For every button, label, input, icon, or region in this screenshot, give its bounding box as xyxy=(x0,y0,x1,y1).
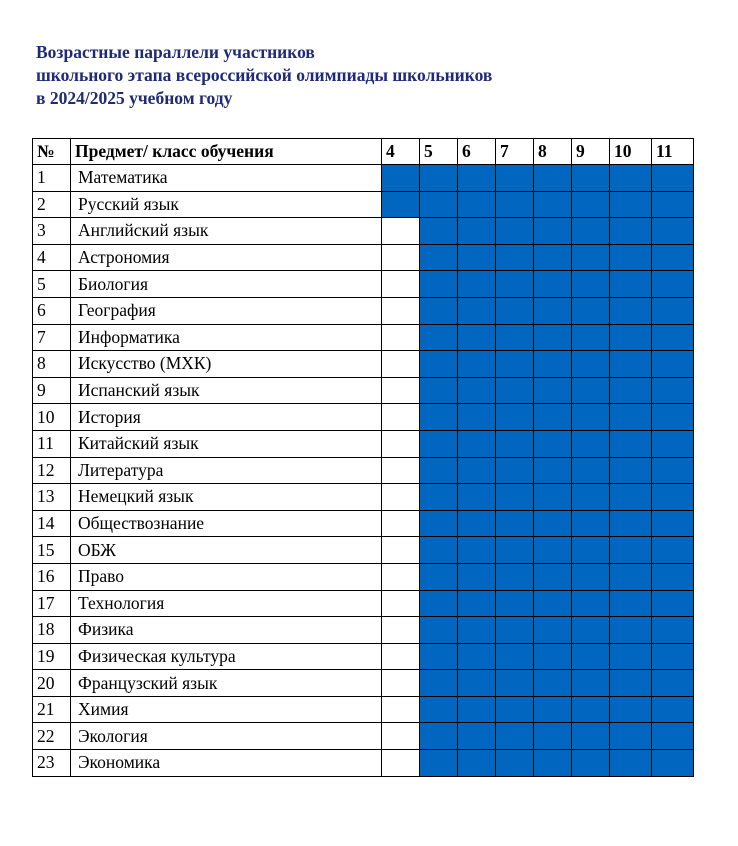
grade-cell-participating xyxy=(572,404,610,431)
grade-cell-participating xyxy=(534,590,572,617)
grade-cell-participating xyxy=(420,377,458,404)
grade-cell-participating xyxy=(496,670,534,697)
grade-cell-participating xyxy=(610,457,652,484)
grade-cell-participating xyxy=(572,191,610,218)
grade-cell-participating xyxy=(420,457,458,484)
table-row xyxy=(33,297,694,324)
grade-cell-participating xyxy=(610,324,652,351)
table-body xyxy=(33,165,694,777)
grade-cell-participating xyxy=(458,670,496,697)
grade-cell-participating xyxy=(534,165,572,192)
grade-cell-participating xyxy=(572,670,610,697)
table-row xyxy=(33,377,694,404)
row-number: 23 xyxy=(33,750,71,777)
grade-cell-participating xyxy=(534,750,572,777)
grade-cell-participating xyxy=(458,617,496,644)
grade-cell-participating xyxy=(534,377,572,404)
header-grade: 5 xyxy=(420,139,458,165)
grade-cell-participating xyxy=(610,271,652,298)
row-number: 20 xyxy=(33,670,71,697)
olympiad-grade-table xyxy=(32,138,694,777)
grade-cell-participating xyxy=(420,351,458,378)
table-row xyxy=(33,537,694,564)
row-subject: Французский язык xyxy=(71,670,382,697)
grade-cell-participating xyxy=(610,510,652,537)
grade-cell-participating xyxy=(572,723,610,750)
grade-cell-empty xyxy=(382,617,420,644)
grade-cell-participating xyxy=(534,351,572,378)
grade-cell-participating xyxy=(610,244,652,271)
grade-cell-empty xyxy=(382,510,420,537)
grade-cell-empty xyxy=(382,244,420,271)
grade-cell-participating xyxy=(420,510,458,537)
grade-cell-participating xyxy=(382,165,420,192)
grade-cell-participating xyxy=(652,218,694,245)
title-line-3: в 2024/2025 учебном году xyxy=(36,88,233,108)
grade-cell-participating xyxy=(458,430,496,457)
header-grade: 9 xyxy=(572,139,610,165)
row-subject: Экология xyxy=(71,723,382,750)
grade-cell-participating xyxy=(534,457,572,484)
grade-cell-participating xyxy=(420,643,458,670)
row-number: 16 xyxy=(33,563,71,590)
row-number: 18 xyxy=(33,617,71,644)
table-row xyxy=(33,723,694,750)
grade-cell-participating xyxy=(534,617,572,644)
grade-cell-participating xyxy=(496,324,534,351)
grade-cell-participating xyxy=(496,723,534,750)
table-row xyxy=(33,617,694,644)
grade-cell-participating xyxy=(420,244,458,271)
grade-cell-participating xyxy=(652,404,694,431)
grade-cell-participating xyxy=(610,723,652,750)
grade-cell-participating xyxy=(610,430,652,457)
grade-cell-empty xyxy=(382,351,420,378)
grade-cell-empty xyxy=(382,324,420,351)
grade-cell-participating xyxy=(572,377,610,404)
grade-cell-participating xyxy=(652,537,694,564)
table-row xyxy=(33,218,694,245)
grade-cell-participating xyxy=(572,351,610,378)
table-header-row xyxy=(33,139,694,165)
grade-cell-participating xyxy=(652,165,694,192)
grade-cell-participating xyxy=(534,404,572,431)
grade-cell-participating xyxy=(458,404,496,431)
row-subject: Астрономия xyxy=(71,244,382,271)
grade-cell-participating xyxy=(458,750,496,777)
grade-cell-participating xyxy=(420,297,458,324)
row-subject: Литература xyxy=(71,457,382,484)
grade-cell-participating xyxy=(610,165,652,192)
table-row xyxy=(33,324,694,351)
row-number: 8 xyxy=(33,351,71,378)
grade-cell-participating xyxy=(458,563,496,590)
grade-cell-participating xyxy=(572,218,610,245)
row-subject: ОБЖ xyxy=(71,537,382,564)
grade-cell-participating xyxy=(420,670,458,697)
grade-cell-participating xyxy=(458,643,496,670)
table-row xyxy=(33,430,694,457)
grade-cell-participating xyxy=(458,590,496,617)
grade-cell-participating xyxy=(458,510,496,537)
row-number: 5 xyxy=(33,271,71,298)
grade-cell-participating xyxy=(420,271,458,298)
grade-cell-participating xyxy=(652,590,694,617)
grade-cell-participating xyxy=(496,510,534,537)
row-number: 6 xyxy=(33,297,71,324)
grade-cell-participating xyxy=(652,377,694,404)
grade-cell-participating xyxy=(652,297,694,324)
title-line-1: Возрастные параллели участников xyxy=(36,42,315,62)
grade-cell-participating xyxy=(458,324,496,351)
grade-cell-participating xyxy=(420,590,458,617)
grade-cell-participating xyxy=(572,643,610,670)
grade-cell-participating xyxy=(572,165,610,192)
row-subject: Физическая культура xyxy=(71,643,382,670)
row-subject: История xyxy=(71,404,382,431)
table-row xyxy=(33,244,694,271)
table-row xyxy=(33,484,694,511)
grade-cell-participating xyxy=(496,271,534,298)
grade-cell-participating xyxy=(534,297,572,324)
row-subject: Физика xyxy=(71,617,382,644)
header-grade: 4 xyxy=(382,139,420,165)
grade-cell-participating xyxy=(534,484,572,511)
grade-cell-participating xyxy=(572,590,610,617)
row-number: 11 xyxy=(33,430,71,457)
grade-cell-empty xyxy=(382,430,420,457)
grade-cell-participating xyxy=(496,218,534,245)
grade-cell-participating xyxy=(496,297,534,324)
grade-cell-participating xyxy=(534,723,572,750)
row-number: 10 xyxy=(33,404,71,431)
grade-cell-participating xyxy=(420,537,458,564)
grade-cell-participating xyxy=(496,590,534,617)
grade-cell-participating xyxy=(534,218,572,245)
grade-cell-empty xyxy=(382,218,420,245)
grade-cell-participating xyxy=(458,537,496,564)
table-row xyxy=(33,191,694,218)
grade-cell-participating xyxy=(534,244,572,271)
row-subject: Английский язык xyxy=(71,218,382,245)
grade-cell-participating xyxy=(610,191,652,218)
grade-cell-empty xyxy=(382,590,420,617)
grade-cell-participating xyxy=(534,324,572,351)
grade-cell-participating xyxy=(652,324,694,351)
grade-cell-participating xyxy=(572,324,610,351)
grade-cell-participating xyxy=(458,297,496,324)
header-number: № xyxy=(33,139,71,165)
grade-cell-participating xyxy=(610,404,652,431)
row-number: 7 xyxy=(33,324,71,351)
grade-cell-participating xyxy=(610,537,652,564)
page-title xyxy=(36,41,492,110)
grade-cell-empty xyxy=(382,750,420,777)
row-subject: Испанский язык xyxy=(71,377,382,404)
grade-cell-empty xyxy=(382,297,420,324)
row-subject: Математика xyxy=(71,165,382,192)
row-subject: Информатика xyxy=(71,324,382,351)
row-number: 21 xyxy=(33,696,71,723)
row-number: 1 xyxy=(33,165,71,192)
row-number: 3 xyxy=(33,218,71,245)
grade-cell-participating xyxy=(420,750,458,777)
grade-cell-empty xyxy=(382,537,420,564)
row-subject: Китайский язык xyxy=(71,430,382,457)
grade-cell-participating xyxy=(382,191,420,218)
grade-cell-empty xyxy=(382,643,420,670)
row-subject: Технология xyxy=(71,590,382,617)
grade-cell-participating xyxy=(572,430,610,457)
row-number: 13 xyxy=(33,484,71,511)
grade-cell-participating xyxy=(458,723,496,750)
grade-cell-participating xyxy=(652,696,694,723)
grade-cell-participating xyxy=(496,430,534,457)
row-number: 17 xyxy=(33,590,71,617)
grade-cell-participating xyxy=(496,244,534,271)
grade-cell-participating xyxy=(610,750,652,777)
grade-cell-participating xyxy=(652,723,694,750)
grade-cell-participating xyxy=(534,510,572,537)
grade-cell-empty xyxy=(382,723,420,750)
grade-cell-participating xyxy=(652,510,694,537)
grade-cell-participating xyxy=(458,484,496,511)
grade-cell-participating xyxy=(652,430,694,457)
grade-cell-empty xyxy=(382,271,420,298)
row-subject: География xyxy=(71,297,382,324)
row-number: 12 xyxy=(33,457,71,484)
grade-cell-participating xyxy=(610,351,652,378)
row-subject: Немецкий язык xyxy=(71,484,382,511)
grade-cell-participating xyxy=(496,377,534,404)
grade-cell-participating xyxy=(610,218,652,245)
grade-cell-empty xyxy=(382,563,420,590)
grade-cell-participating xyxy=(534,696,572,723)
header-grade: 6 xyxy=(458,139,496,165)
grade-cell-participating xyxy=(610,377,652,404)
grade-cell-participating xyxy=(610,696,652,723)
grade-cell-participating xyxy=(458,351,496,378)
grade-cell-participating xyxy=(420,218,458,245)
grade-cell-participating xyxy=(652,617,694,644)
row-subject: Экономика xyxy=(71,750,382,777)
grade-cell-empty xyxy=(382,457,420,484)
grade-cell-participating xyxy=(496,750,534,777)
row-number: 4 xyxy=(33,244,71,271)
header-subject: Предмет/ класс обучения xyxy=(71,139,382,165)
table-row xyxy=(33,590,694,617)
grade-cell-participating xyxy=(610,590,652,617)
grade-cell-participating xyxy=(420,617,458,644)
grade-cell-participating xyxy=(496,537,534,564)
grade-cell-participating xyxy=(652,244,694,271)
table-row xyxy=(33,351,694,378)
grade-cell-participating xyxy=(610,484,652,511)
grade-cell-participating xyxy=(458,191,496,218)
grade-cell-participating xyxy=(534,537,572,564)
grade-cell-empty xyxy=(382,696,420,723)
grade-cell-participating xyxy=(496,643,534,670)
grade-cell-participating xyxy=(572,297,610,324)
grade-cell-participating xyxy=(572,484,610,511)
grade-cell-participating xyxy=(652,271,694,298)
grade-cell-participating xyxy=(572,271,610,298)
grade-cell-empty xyxy=(382,484,420,511)
grade-cell-participating xyxy=(420,563,458,590)
row-subject: Русский язык xyxy=(71,191,382,218)
table-row xyxy=(33,643,694,670)
grade-cell-participating xyxy=(496,563,534,590)
grade-cell-participating xyxy=(420,165,458,192)
row-subject: Химия xyxy=(71,696,382,723)
grade-cell-participating xyxy=(458,218,496,245)
grade-cell-participating xyxy=(610,670,652,697)
grade-cell-participating xyxy=(458,457,496,484)
grade-cell-participating xyxy=(458,377,496,404)
grade-cell-participating xyxy=(420,324,458,351)
table-row xyxy=(33,696,694,723)
grade-cell-participating xyxy=(652,750,694,777)
grade-cell-participating xyxy=(420,723,458,750)
grade-cell-participating xyxy=(652,484,694,511)
grade-cell-participating xyxy=(420,484,458,511)
grade-cell-participating xyxy=(496,191,534,218)
table-row xyxy=(33,563,694,590)
grade-cell-participating xyxy=(458,696,496,723)
grade-cell-participating xyxy=(610,643,652,670)
header-grade: 11 xyxy=(652,139,694,165)
row-subject: Искусство (МХК) xyxy=(71,351,382,378)
grade-cell-participating xyxy=(458,244,496,271)
table-row xyxy=(33,404,694,431)
grade-cell-participating xyxy=(534,271,572,298)
grade-cell-participating xyxy=(534,563,572,590)
grade-cell-empty xyxy=(382,404,420,431)
row-number: 14 xyxy=(33,510,71,537)
grade-cell-participating xyxy=(458,271,496,298)
row-number: 22 xyxy=(33,723,71,750)
grade-cell-empty xyxy=(382,377,420,404)
grade-cell-participating xyxy=(534,670,572,697)
grade-cell-participating xyxy=(572,696,610,723)
header-grade: 10 xyxy=(610,139,652,165)
grade-cell-participating xyxy=(458,165,496,192)
table-row xyxy=(33,670,694,697)
table-row xyxy=(33,750,694,777)
table-row xyxy=(33,510,694,537)
grade-cell-participating xyxy=(652,643,694,670)
grade-cell-participating xyxy=(572,563,610,590)
grade-cell-participating xyxy=(420,430,458,457)
grade-cell-participating xyxy=(496,457,534,484)
grade-cell-empty xyxy=(382,670,420,697)
table-row xyxy=(33,271,694,298)
table-row xyxy=(33,457,694,484)
grade-cell-participating xyxy=(572,457,610,484)
grade-cell-participating xyxy=(420,696,458,723)
grade-cell-participating xyxy=(610,563,652,590)
grade-cell-participating xyxy=(496,484,534,511)
grade-cell-participating xyxy=(420,191,458,218)
row-subject: Биология xyxy=(71,271,382,298)
grade-cell-participating xyxy=(652,563,694,590)
grade-cell-participating xyxy=(610,617,652,644)
grade-cell-participating xyxy=(652,457,694,484)
grade-cell-participating xyxy=(496,404,534,431)
grade-cell-participating xyxy=(572,750,610,777)
grade-cell-participating xyxy=(496,351,534,378)
row-number: 19 xyxy=(33,643,71,670)
grade-cell-participating xyxy=(420,404,458,431)
grade-cell-participating xyxy=(610,297,652,324)
grade-cell-participating xyxy=(496,165,534,192)
grade-cell-participating xyxy=(652,351,694,378)
grade-cell-participating xyxy=(496,696,534,723)
grade-cell-participating xyxy=(534,430,572,457)
grade-cell-participating xyxy=(572,244,610,271)
title-line-2: школьного этапа всероссийской олимпиады школьников xyxy=(36,65,493,85)
row-number: 2 xyxy=(33,191,71,218)
row-number: 15 xyxy=(33,537,71,564)
table-row xyxy=(33,165,694,192)
grade-cell-participating xyxy=(534,191,572,218)
header-grade: 8 xyxy=(534,139,572,165)
grade-cell-participating xyxy=(572,617,610,644)
header-grade: 7 xyxy=(496,139,534,165)
grade-cell-participating xyxy=(534,643,572,670)
grade-cell-participating xyxy=(496,617,534,644)
grade-cell-participating xyxy=(652,191,694,218)
grade-cell-participating xyxy=(652,670,694,697)
grade-cell-participating xyxy=(572,510,610,537)
row-subject: Право xyxy=(71,563,382,590)
grade-cell-participating xyxy=(572,537,610,564)
row-number: 9 xyxy=(33,377,71,404)
row-subject: Обществознание xyxy=(71,510,382,537)
